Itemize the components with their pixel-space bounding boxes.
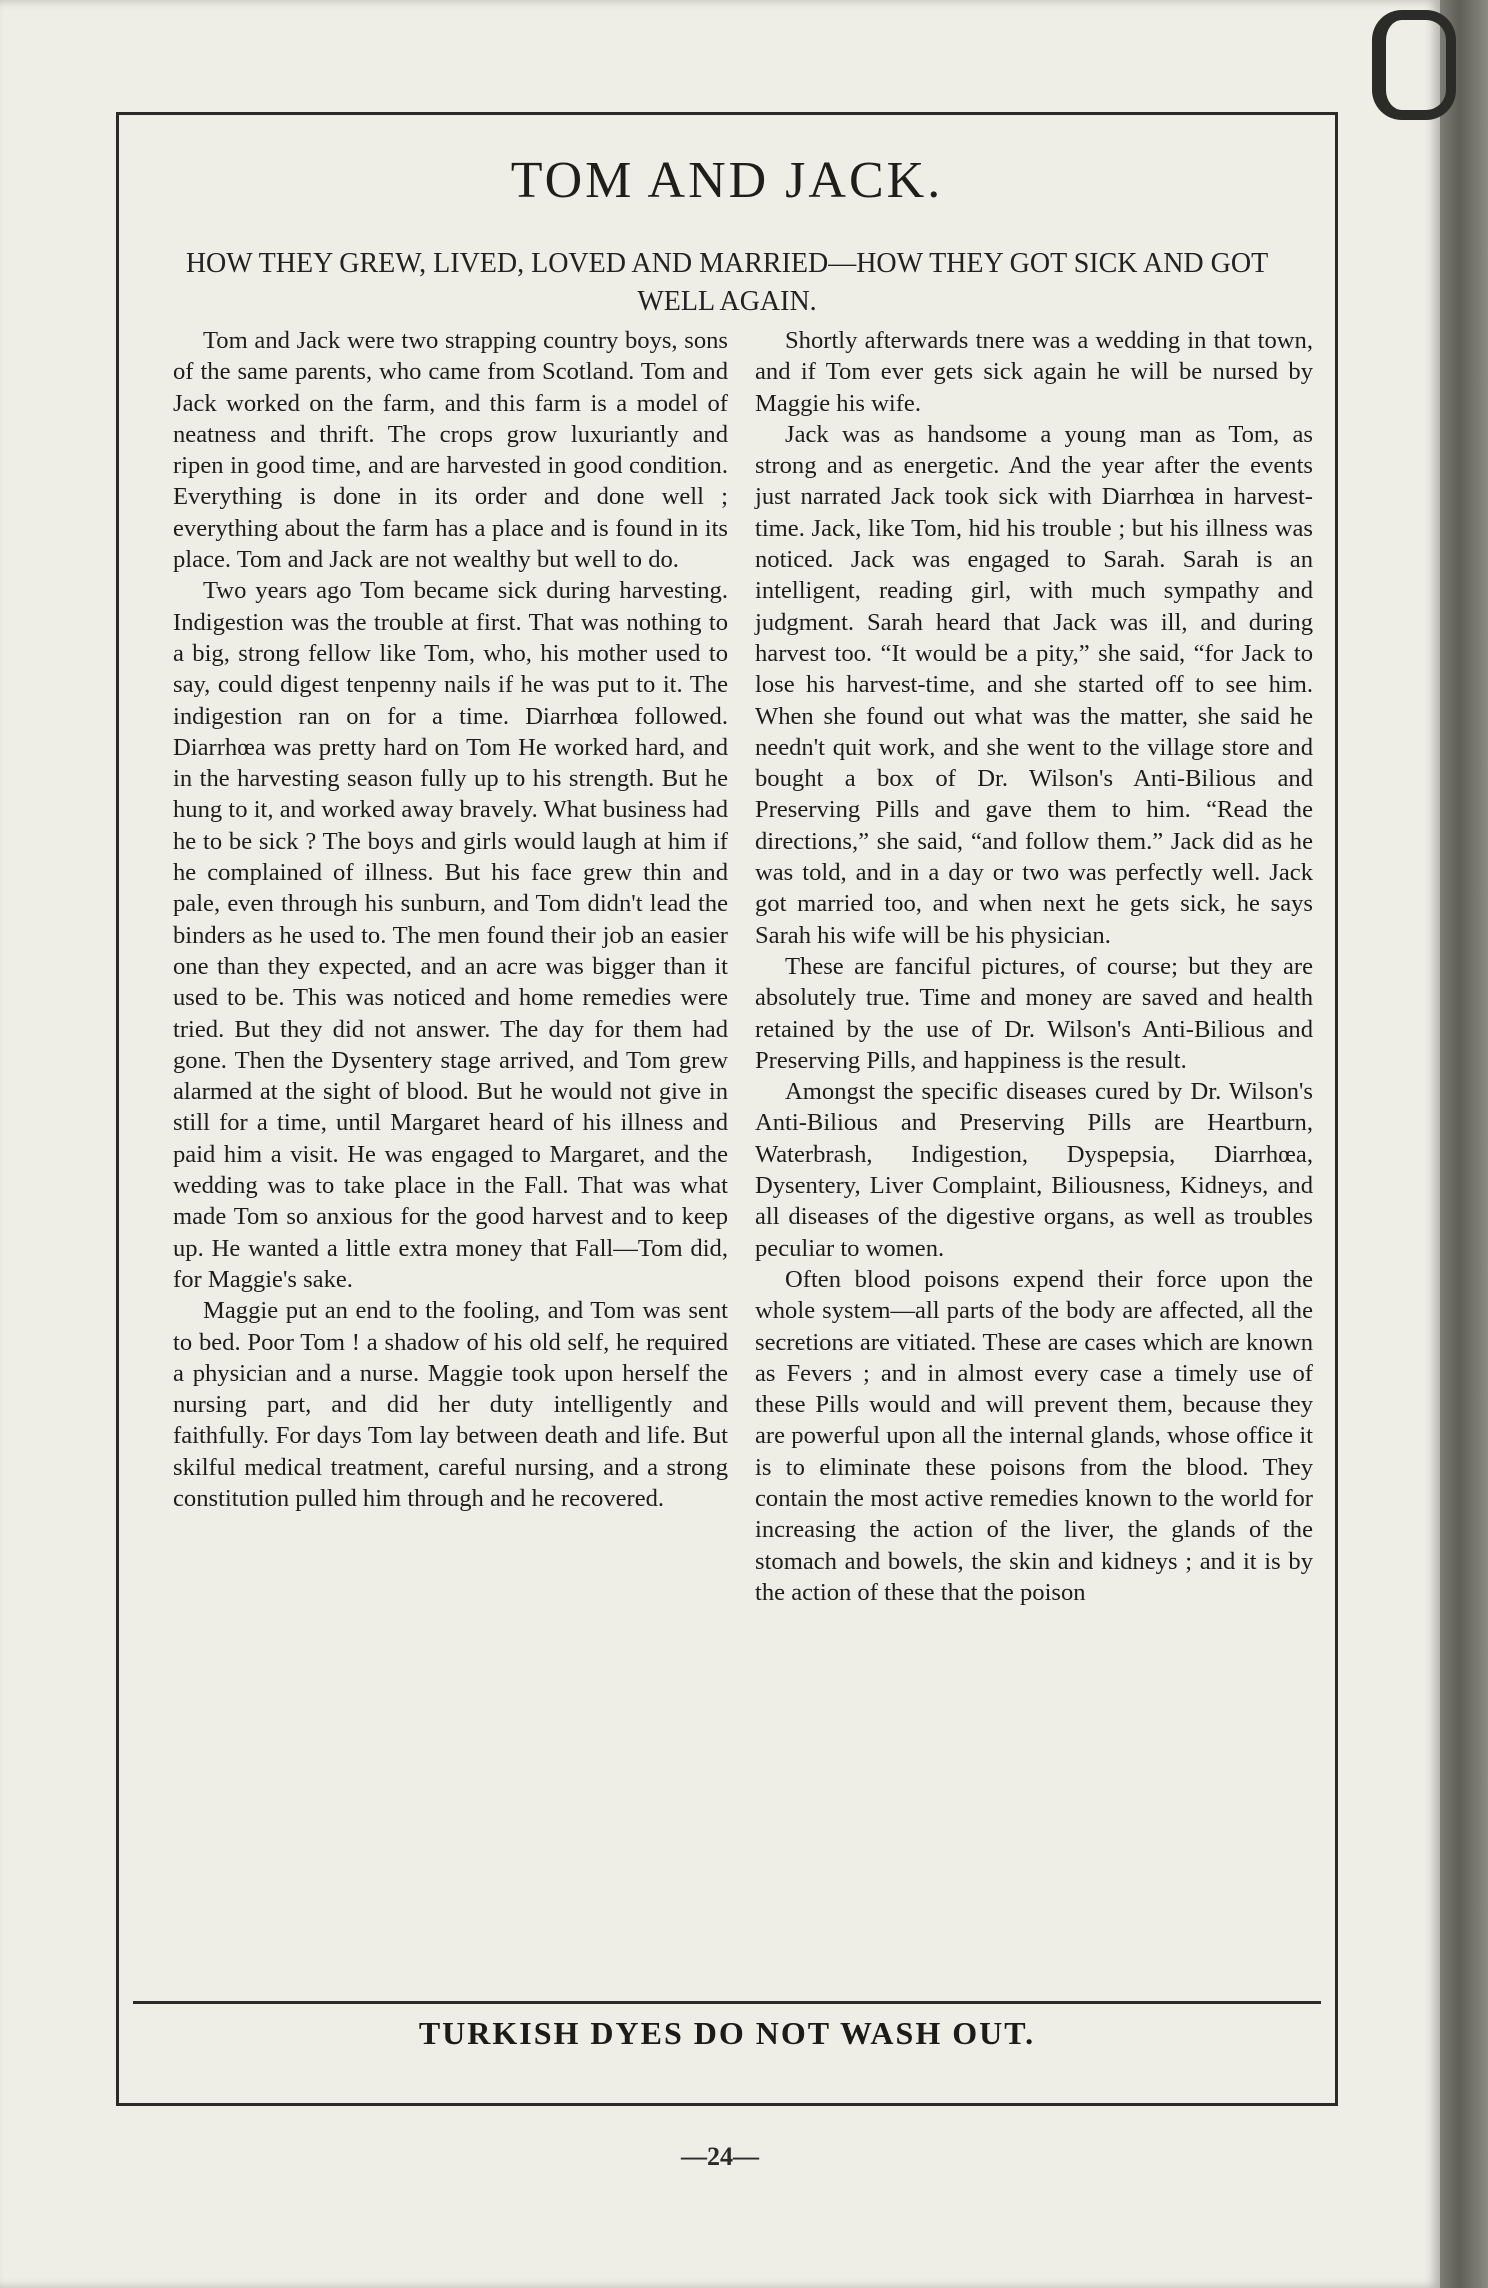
page-number: —24— — [681, 2142, 759, 2171]
footer-slogan: TURKISH DYES DO NOT WASH OUT. — [418, 2015, 1036, 2051]
paragraph: Often blood poisons expend their force upon the whole system—all parts of the body are affected, all the secretions are vitiated. These are cases which are known as Fevers ; and in almost every case a timely use of these Pills would and will prevent them, because they are powerful upon all the internal glands, whose office it is to eliminate these poisons from the blood. They contain the most active remedies known to the world for increasing the action of the liver, the glands of the stomach and bowels, the skin and kidneys ; and it is by the action of these that the poison — [755, 1265, 1313, 1606]
right-column — [755, 325, 1313, 1608]
paragraph: Jack was as handsome a young man as Tom, as strong and as energetic. And the year after the events just narrated Jack took sick with Diarrhœa in harvest-time. Jack, like Tom, hid his trouble ; but his illness was noticed. Jack was engaged to Sarah. Sarah is an intelligent, reading girl, with much sympathy and judgment. Sarah heard that Jack was ill, and during harvest too. “It would be a pity,” she said, “for Jack to lose his harvest-time, and she started off to see him. When she found out what was the matter, she said he needn't quit work, and she went to the village store and bought a box of Dr. Wilson's Anti-Bilious and Preserving Pills and gave them to him. “Read the directions,” she said, “and follow them.” Jack did as he was told, and in a day or two was perfectly well. Jack got married too, and when next he gets sick, he says Sarah his wife will be his physician. — [755, 420, 1313, 949]
binding-clip-icon — [1372, 10, 1456, 120]
paragraph: Amongst the specific diseases cured by Dr. Wilson's Anti-Bilious and Preserving Pills are Heartburn, Waterbrash, Indigestion, Dyspepsia, Diarrhœa, Dysentery, Liver Complaint, Biliousness, Kidneys, and all diseases of the digestive organs, as well as troubles peculiar to women. — [755, 1078, 1313, 1262]
paragraph: Two years ago Tom became sick during harvesting. Indigestion was the trouble at first. That was nothing to a big, strong fellow like Tom, who, his mother used to say, could digest tenpenny nails if he was put to it. The indigestion ran on for a time. Diarrhœa followed. Diarrhœa was pretty hard on Tom He worked hard, and in the harvesting season fully up to his strength. But he hung to it, and worked away bravely. What business had he to be sick ? The boys and girls would laugh at him if he complained of illness. But his face grew thin and pale, even through his sunburn, and Tom didn't lead the binders as he used to. The men found their job an easier one than they expected, and an acre was bigger than it used to be. This was noticed and home remedies were tried. But they did not answer. The day for them had gone. Then the Dysentery stage arrived, and Tom grew alarmed at the sight of blood. But he would not give in still for a time, until Margaret heard of his illness and paid him a visit. He was engaged to Margaret, and the wedding was to take place in the Fall. That was what made Tom so anxious for the good harvest and to keep up. He wanted a little extra money that Fall—Tom did, for Maggie's sake. — [173, 577, 728, 1293]
footer-divider — [133, 2001, 1321, 2004]
article-title: TOM AND JACK. — [510, 152, 944, 209]
paragraph: Tom and Jack were two strapping country boys, sons of the same parents, who came from Scotland. Tom and Jack worked on the farm, and this farm is a model of neatness and thrift. The crops grow luxuriantly and ripen in good time, and are harvested in good condition. Everything is done in its order and done well ; everything about the farm has a place and is found in its place. Tom and Jack are not wealthy but well to do. — [173, 327, 728, 574]
article-frame — [116, 112, 1338, 2106]
book-binding-edge — [1440, 0, 1488, 2288]
left-column — [173, 325, 728, 1514]
paragraph: Maggie put an end to the fooling, and Tom was sent to bed. Poor Tom ! a shadow of his old self, he required a physician and a nurse. Maggie took upon herself the nursing part, and did her duty intelligently and faithfully. For days Tom lay between death and life. But skilful medical treatment, careful nursing, and a strong constitution pulled him through and he recovered. — [173, 1297, 728, 1512]
paragraph: Shortly afterwards tnere was a wedding in that town, and if Tom ever gets sick again he will be nursed by Maggie his wife. — [755, 327, 1313, 417]
paragraph: These are fanciful pictures, of course; but they are absolutely true. Time and money are saved and health retained by the use of Dr. Wilson's Anti-Bilious and Preserving Pills, and happiness is the result. — [755, 952, 1313, 1074]
article-subtitle: HOW THEY GREW, LIVED, LOVED AND MARRIED—HOW THEY GOT SICK AND GOT WELL AGAIN. — [185, 248, 1269, 317]
